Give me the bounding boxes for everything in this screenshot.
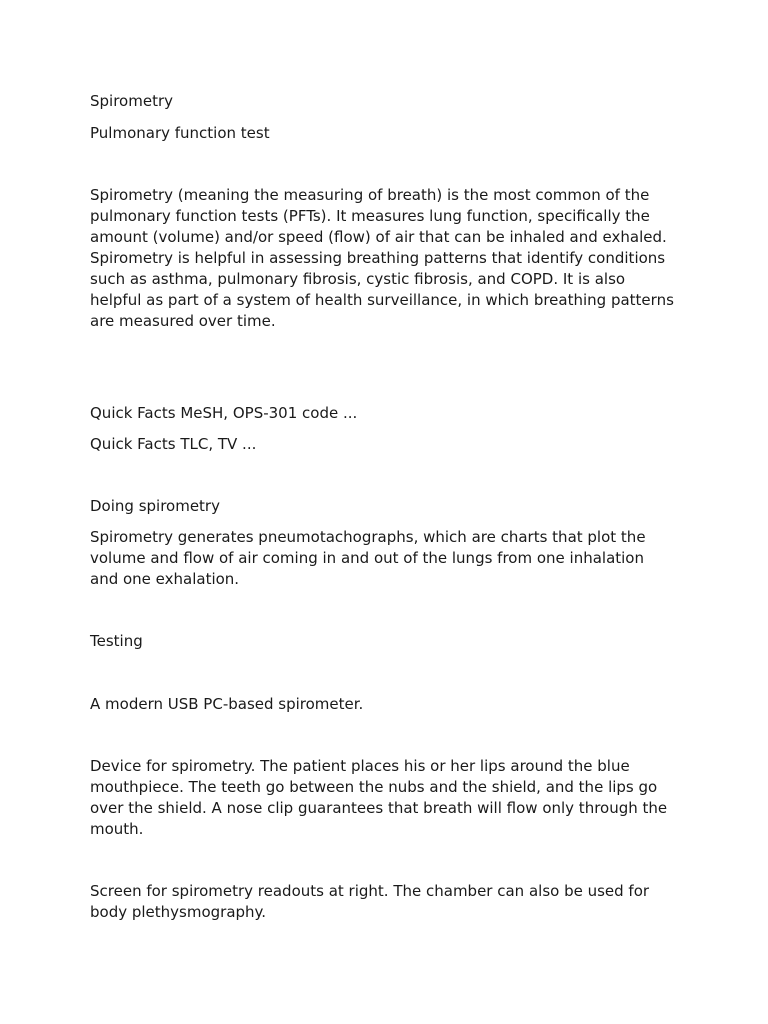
intro-line: Spirometry is helpful in assessing breathing patterns that identify conditions [90,249,666,267]
screen-paragraph [90,881,690,923]
intro-line: pulmonary function tests (PFTs). It measures lung function, specifically the [90,207,650,225]
screen-line: Screen for spirometry readouts at right. The chamber can also be used for [90,882,650,900]
device-line: mouthpiece. The teeth go between the nubs and the shield, and the lips go [90,778,658,796]
device-paragraph [90,756,690,840]
intro-line: are measured over time. [90,312,276,330]
doing-line: Spirometry generates pneumotachographs, which are charts that plot the [90,528,646,546]
device-line: mouth. [90,820,144,838]
usb-spirometer-caption: A modern USB PC-based spirometer. [90,695,364,713]
quick-facts-volumes: Quick Facts TLC, TV ... [90,435,257,453]
section-heading-doing-spirometry: Doing spirometry [90,497,220,515]
section-heading-testing: Testing [90,632,143,650]
doing-paragraph [90,527,690,590]
intro-line: helpful as part of a system of health surveillance, in which breathing patterns [90,291,674,309]
intro-line: such as asthma, pulmonary fibrosis, cystic fibrosis, and COPD. It is also [90,270,626,288]
intro-line: amount (volume) and/or speed (flow) of air that can be inhaled and exhaled. [90,228,667,246]
screen-line: body plethysmography. [90,903,267,921]
quick-facts-codes: Quick Facts MeSH, OPS-301 code ... [90,404,358,422]
doing-line: and one exhalation. [90,570,240,588]
document-title: Spirometry [90,92,173,110]
doing-line: volume and flow of air coming in and out of the lungs from one inhalation [90,549,644,567]
intro-line: Spirometry (meaning the measuring of breath) is the most common of the [90,186,650,204]
device-line: over the shield. A nose clip guarantees that breath will flow only through the [90,799,668,817]
device-line: Device for spirometry. The patient places his or her lips around the blue [90,757,630,775]
intro-paragraph [90,185,690,332]
document-subtitle: Pulmonary function test [90,124,270,142]
